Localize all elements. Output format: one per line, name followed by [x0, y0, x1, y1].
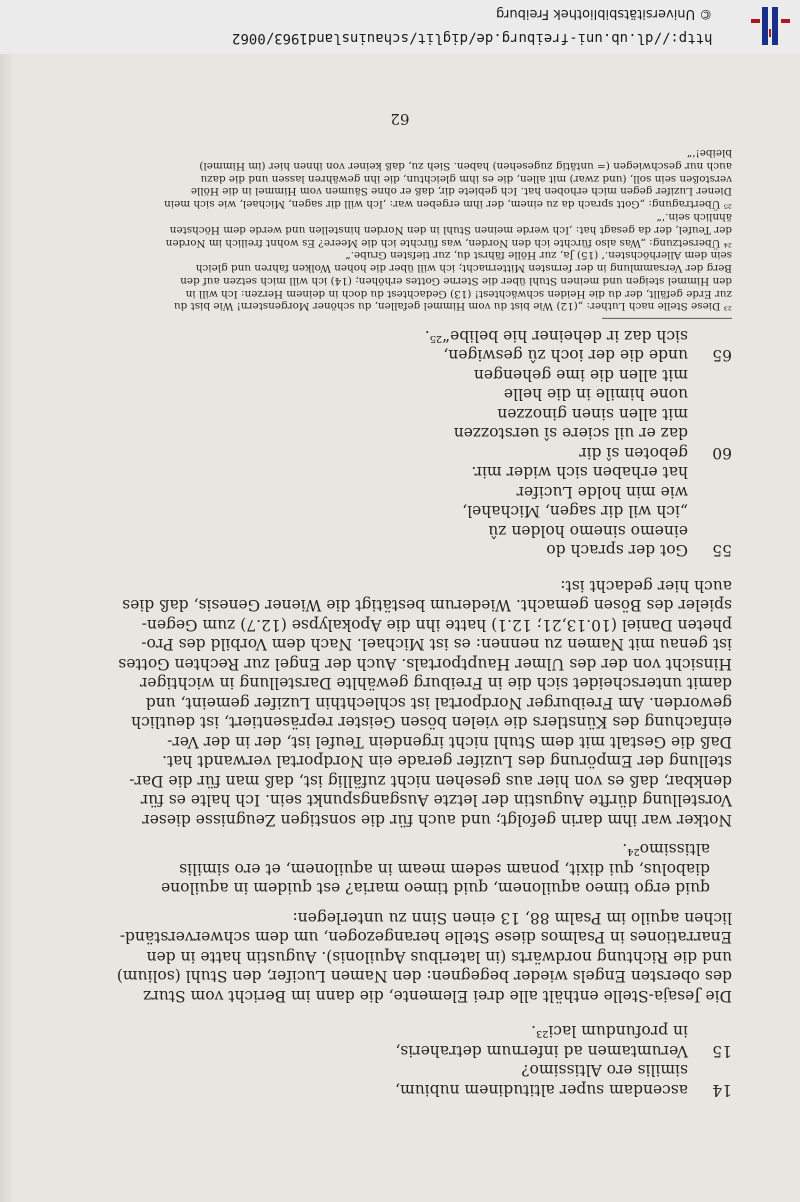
text-line: Vorstellung dürfte Augustin der letzte Ausgangspunkt sein. Ich halte es für — [140, 791, 732, 810]
paragraph-luzifer — [68, 575, 732, 751]
verse-text: sich daz ir deheiner hie belibe“²⁵. — [424, 326, 688, 345]
footnote-line: bleibe!‘“ — [686, 146, 732, 159]
quote-line: quid ergo timeo aquilonem, quid timeo maria? est quidem in aquilone — [161, 879, 710, 898]
footnote-line: Berg der Versammlung in der fernsten Mitternacht; ich will über die hohen Wolken fahren und gleich — [195, 261, 732, 274]
text-line: stellung der Empörung des Luzifer gerade ein Nordportal verwandt hat. — [162, 752, 732, 771]
page-content-rotated — [68, 110, 732, 1099]
verse-line — [68, 364, 732, 384]
verse-line — [68, 1021, 732, 1041]
quote-line: altissimo²⁴. — [622, 840, 710, 859]
verse-line — [68, 1040, 732, 1060]
text-line: Die Jesaja-Stelle enthält alle drei Elemente, die dann im Bericht vom Sturz — [143, 986, 732, 1005]
paragraph-notker — [68, 751, 732, 829]
verse-number: 55 — [712, 541, 732, 560]
university-logo-icon — [748, 5, 792, 47]
quote-line: diabolus, qui dixit, ponam sedem meam in aquilonem, et ero similis — [179, 859, 710, 878]
text-line: des obersten Engels wieder begegnen: den Namen Lucifer, den Stuhl (solium) — [116, 967, 732, 986]
verse-text: uone himile in die helle — [503, 385, 688, 404]
footnote-line: auch nur geschwiegen (= untätig zugesehen) haben. Sieh zu, daß keiner von ihnen hier (im Himmel) — [199, 159, 732, 172]
verse-block-top — [68, 1021, 732, 1099]
verse-line — [68, 423, 732, 443]
verse-text: Verumtamen ad infernum detraheris, — [395, 1041, 688, 1060]
text-line: geworden. Am Freiburger Nordportal ist schlechthin Luzifer gemeint, und — [145, 693, 732, 712]
text-line: pheten Daniel (10.13,21; 12.1) hatte ihn die Apokalypse (12.7) zum Gegen- — [141, 615, 732, 634]
text-line: ist genau mit Namen zu nennen: es ist Michael. Nach dem Vorbild des Pro- — [141, 635, 732, 654]
verse-line — [68, 403, 732, 423]
verse-line — [68, 1060, 732, 1080]
text-line: damit unterscheidet sich die in Freiburg gewählte Darstellung in wichtiger — [139, 674, 732, 693]
verse-text: mit allen die ime gehengen — [473, 365, 688, 384]
footnote-line: zur Erde gefällt, der du die Heiden schwächtest! (13) Gedachtest du doch in deinem Herzen: Ich will in — [185, 287, 732, 300]
footnotes — [68, 146, 732, 312]
footnote-line: ²⁴ Übersetzung: „Was also fürchte ich den Norden, was fürchte ich die Meere? Es wohnt freilich im Norden — [165, 236, 732, 249]
verse-text: Got der sprach do — [546, 541, 688, 560]
verse-line — [68, 501, 732, 521]
text-line: lichen aquilo im Psalm 88, 13 einen Sinn zu unterlegen: — [292, 908, 732, 927]
verse-block-bottom — [68, 325, 732, 559]
page-gutter — [0, 54, 14, 1202]
verse-text: einemo sinemo holden zû — [488, 521, 688, 540]
augustin-quote — [68, 839, 732, 898]
verse-number: 65 — [712, 346, 732, 365]
verse-line — [68, 384, 732, 404]
text-line: Notker war ihm darin gefolgt; und auch für die sonstigen Zeugnisse dieser — [142, 810, 732, 829]
paragraph-jesaja — [68, 907, 732, 1005]
text-line: und die Richtung nordwärts (in lateribus Aquilonis). Augustin hatte in den — [146, 947, 732, 966]
verse-line — [68, 1079, 732, 1099]
footnote-line: sein dem Allerhöchsten.‘ (15) Ja, zur Hölle fährst du, zur tiefsten Grube.“ — [345, 249, 732, 262]
footnote-line: ²⁵ Übertragung: „Gott sprach da zu einem, der ihm ergeben war: ‚Ich will dir sagen, Michael, wie sich mein — [164, 197, 732, 210]
text-line: Enarrationes in Psalmos diese Stelle herangezogen, um dem schwerverständ- — [119, 928, 732, 947]
text-line: spieler des Bösen gemacht. Wiederum bestätigt die Wiener Genesis, daß dies — [122, 596, 732, 615]
document-url[interactable]: http://dl.ub.uni-freiburg.de/diglit/schauinsland1963/0062 — [231, 30, 712, 46]
text-line: auch hier gedacht ist: — [560, 576, 732, 595]
verse-line — [68, 520, 732, 540]
verse-text: wie min holde Lucifer — [516, 482, 688, 501]
verse-text: mit allen sinen ginozzen — [497, 404, 688, 423]
verse-text: in profundum laci²³. — [531, 1022, 688, 1041]
verse-line — [68, 540, 732, 560]
verse-text: ascendam super altitudinem nubium, — [395, 1080, 688, 1099]
footnote-line: verstoßen sein soll, (und zwar) mit allen, die es ihm gleichtun, die ihn gewähren lassen und die dazu — [200, 172, 732, 185]
text-line: denkbar, daß es von hier aus gesehen nicht zufällig ist, daß man für die Dar- — [129, 771, 732, 790]
text-line: einfachung des Künstlers die vielen bösen Geister repräsentiert, ist deutlich — [131, 713, 732, 732]
footnote-rule — [602, 318, 732, 319]
verse-text: hat erhaben sich wider mir. — [471, 463, 688, 482]
verse-line — [68, 345, 732, 365]
verse-number: 14 — [712, 1080, 732, 1099]
page-number: 62 — [390, 110, 410, 128]
viewer-header — [0, 0, 800, 55]
text-line: Hinsicht von der des Ulmer Hauptportals. Auch der Engel zur Rechten Gottes — [118, 654, 732, 673]
footnote-line: der Teufel, der da gesagt hat: ‚Ich werde meinen Stuhl in den Norden hinstellen und werde dem Höchsten — [169, 223, 732, 236]
verse-text: „ich wil dir sagen, Michahel, — [462, 502, 688, 521]
footnote-line: ähnlich sein.‘“ — [656, 210, 732, 223]
verse-number: 60 — [712, 443, 732, 462]
footnote-line: den Himmel steigen und meinen Stuhl über die Sterne Gottes erhöhen; (14) ich will mich setzen auf den — [180, 274, 732, 287]
verse-line — [68, 442, 732, 462]
verse-line — [68, 325, 732, 345]
footnote-line: Diener Luzifer gegen mich erhoben hat. Ich gebiete dir, daß er ohne Säumen vom Himmel in die Hölle — [190, 185, 732, 198]
verse-number: 15 — [712, 1041, 732, 1060]
text-line: Daß die Gestalt mit dem Stuhl nicht irgendein Teufel ist, der in der Ver- — [167, 732, 732, 751]
footnote-line: ²³ Diese Stelle nach Luther: „(12) Wie bist du vom Himmel gefallen, du schöner Morgenstern! Wie bist du — [173, 300, 732, 313]
verse-text: daz er uil sciere sî uerstozzen — [453, 424, 688, 443]
copyright-notice: © Universitätsbibliothek Freiburg — [495, 6, 712, 21]
verse-line — [68, 481, 732, 501]
verse-text: similis ero Altissimo? — [521, 1061, 688, 1080]
verse-text: geboten sî dir — [579, 443, 688, 462]
verse-text: unde die der ioch zû geswigen, — [443, 346, 688, 365]
verse-line — [68, 462, 732, 482]
